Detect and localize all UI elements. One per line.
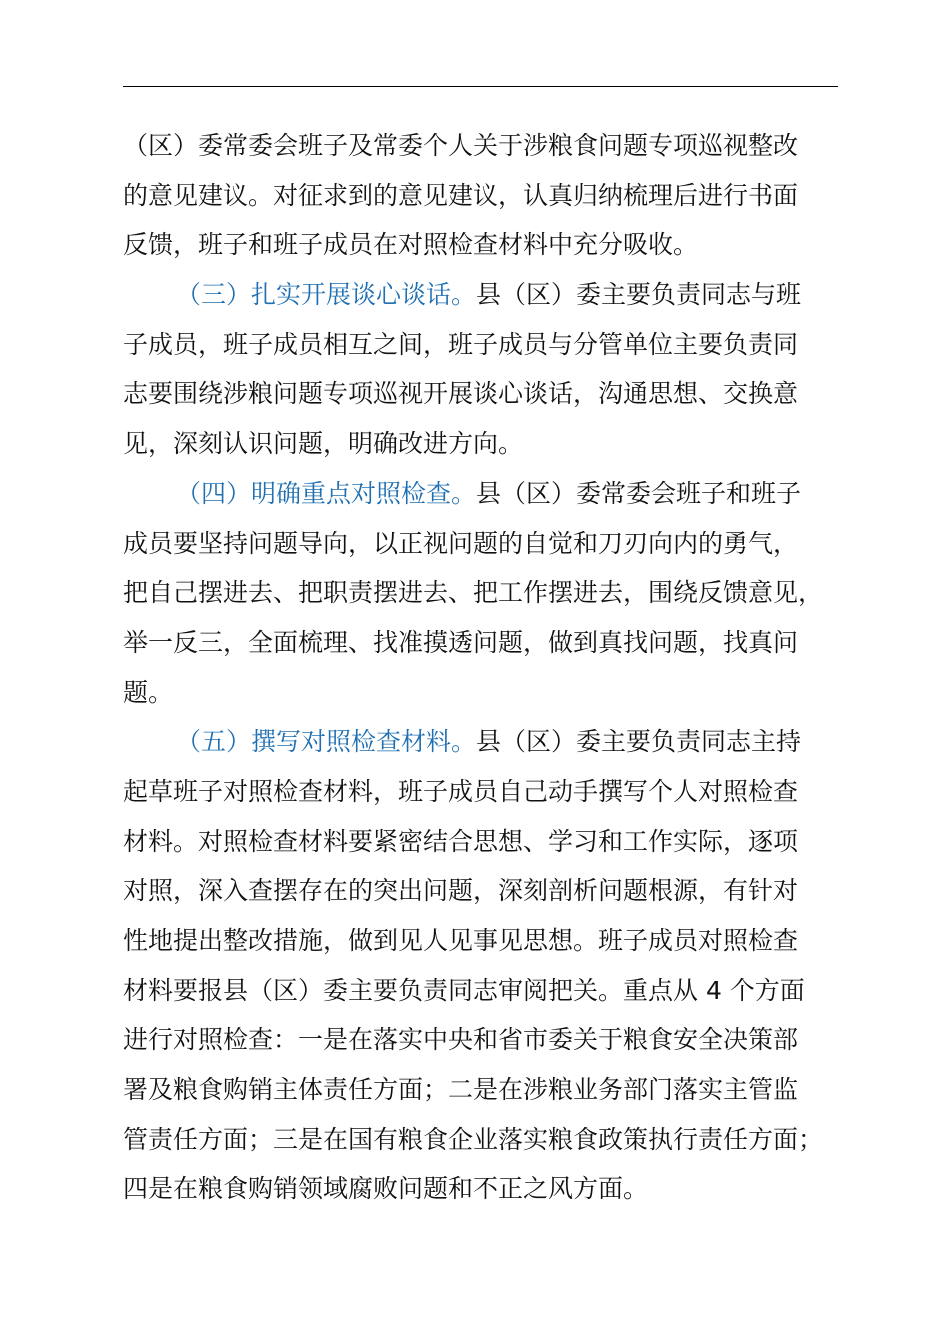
text-line: 四是在粮食购销领域腐败问题和不正之风方面。 — [123, 1174, 649, 1204]
text-line — [123, 469, 863, 519]
text-line — [123, 717, 863, 767]
paragraph-talks — [123, 270, 863, 469]
text-line: 志要围绕涉粮问题专项巡视开展谈心谈话，沟通思想、交换意 — [123, 379, 799, 409]
section-heading: （五）撰写对照检查材料。 — [176, 727, 477, 757]
text-line: 起草班子对照检查材料，班子成员自己动手撰写个人对照检查 — [123, 776, 799, 806]
text-line: 材料要报县（区）委主要负责同志审阅把关。重点从 4 个方面 — [123, 975, 805, 1005]
document-body — [123, 121, 863, 1214]
paragraph-materials — [123, 717, 863, 1214]
text-line: 见，深刻认识问题，明确改进方向。 — [123, 429, 524, 459]
text-line: 性地提出整改措施，做到见人见事见思想。班子成员对照检查 — [123, 926, 799, 955]
text-line: 举一反三，全面梳理、找准摸透问题，做到真找问题，找真问 — [123, 627, 799, 657]
text-line: （区）委常委会班子及常委个人关于涉粮食问题专项巡视整改 — [123, 131, 799, 160]
paragraph-review — [123, 469, 863, 717]
text-run: 县（区）委主要负责同志主持 — [476, 727, 802, 757]
text-line: 子成员，班子成员相互之间，班子成员与分管单位主要负责同 — [123, 329, 799, 359]
paragraph-continuation — [123, 121, 863, 270]
header-rule — [123, 86, 838, 87]
text-run: 县（区）委常委会班子和班子 — [476, 478, 802, 508]
text-line — [123, 270, 863, 320]
text-run: 县（区）委主要负责同志与班 — [476, 280, 802, 310]
text-line: 的意见建议。对征求到的意见建议，认真归纳梳理后进行书面 — [123, 180, 799, 210]
text-line: 反馈，班子和班子成员在对照检查材料中充分吸收。 — [123, 230, 699, 260]
text-line: 成员要坚持问题导向，以正视问题的自觉和刀刃向内的勇气， — [123, 528, 799, 558]
text-line: 材料。对照检查材料要紧密结合思想、学习和工作实际，逐项 — [123, 826, 799, 856]
text-line: 题。 — [123, 677, 174, 707]
section-heading: （三）扎实开展谈心谈话。 — [176, 280, 477, 310]
text-line: 管责任方面；三是在国有粮食企业落实粮食政策执行责任方面； — [123, 1124, 824, 1154]
text-line: 进行对照检查：一是在落实中央和省市委关于粮食安全决策部 — [123, 1025, 799, 1055]
section-heading: （四）明确重点对照检查。 — [176, 478, 477, 508]
text-line: 署及粮食购销主体责任方面；二是在涉粮业务部门落实主管监 — [123, 1075, 799, 1105]
text-line: 对照，深入查摆存在的突出问题，深刻剖析问题根源，有针对 — [123, 876, 799, 906]
text-line: 把自己摆进去、把职责摆进去、把工作摆进去，围绕反馈意见， — [123, 578, 824, 608]
